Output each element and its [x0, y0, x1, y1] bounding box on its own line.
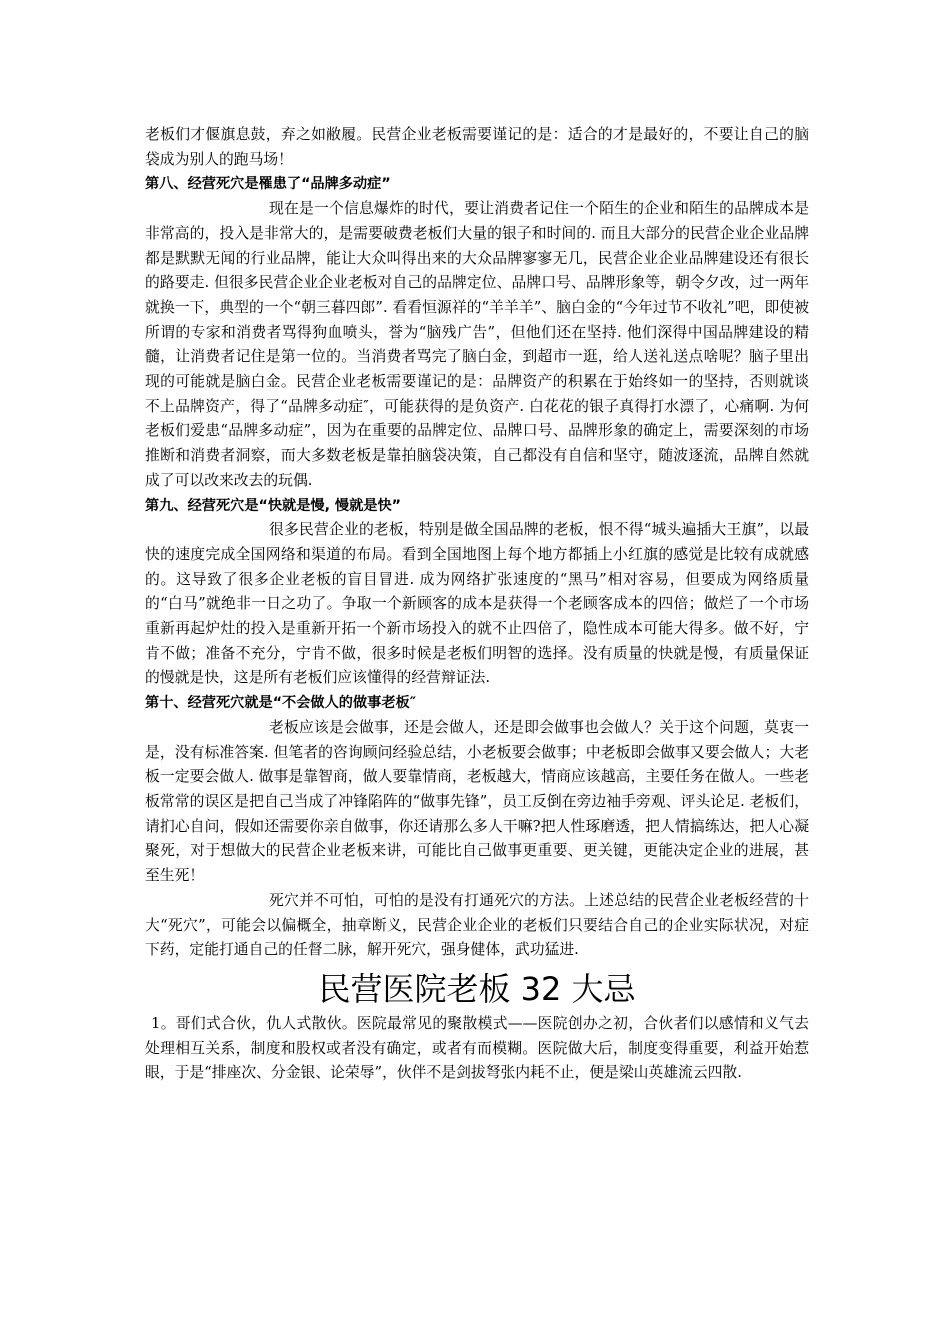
section-9-body: 很多民营企业的老板，特别是做全国品牌的老板，恨不得“城头遍插大王旗”，以最快的速度完成全国网络和渠道的布局。看到全国地图上每个地方都插上小红旗的感觉是比较有成就感的。这导致了很多企业老板的盲目冒进. 成为网络扩张速度的“黑马”相对容易，但要成为网络质量的“白马”就绝非一日之功了。争取一个新顾客的成本是获得一个老顾客成本的四倍；做烂了一个市场重新再起炉灶的投入是重新开拓一个新市场投入的就不止四倍了，隐性成本可能大得多。做不好，宁肯不做；准备不充分，宁肯不做，很多时候是老板们明智的选择。没有质量的快就是慢，有质量保证的慢就是快，这是所有老板们应该懂得的经营辩证法. — [145, 521, 809, 687]
section-9-heading: 第九、经营死穴是“快就是慢, 慢就是快” — [145, 497, 401, 514]
section-8-heading: 第八、经营死穴是罹患了“品牌多动症” — [145, 176, 391, 193]
section-10-body: 老板应该是会做事，还是会做人，还是即会做事也会做人？关于这个问题，莫衷一是，没有标准答案. 但笔者的咨询顾问经验总结，小老板要会做事；中老板即会做事又要会做人；大老板一定要会做人. 做事是靠智商，做人要靠情商，老板越大，情商应该越高，主要任务在做人。一些老板常常的误区是把自己当成了冲锋陷阵的“做事先锋”，员工反倒在旁边袖手旁观、评头论足. 老板们，请扪心自问，假如还需要你亲自做事，你还请那么多人干嘛?把人性琢磨透，把人情搞练达，把人心凝聚死，对于想做大的民营企业老板来讲，可能比自己做事更重要、更关键，更能决定企业的进展，甚至生死！ — [145, 718, 809, 885]
section-8-body: 现在是一个信息爆炸的时代，要让消费者记住一个陌生的企业和陌生的品牌成本是非常高的，投入是非常大的，是需要破费老板们大量的银子和时间的. 而且大部分的民营企业企业品牌都是默默无闻的行业品牌，能让大众叫得出来的大众品牌寥寥无几，民营企业企业品牌建设还有很长的路要走. 但很多民营企业企业老板对自己的品牌定位、品牌口号、品牌形象等，朝令夕改，过一两年就换一下，典型的一个“朝三暮四郎”. 看看恒源祥的“羊羊羊”、脑白金的“今年过节不收礼”吧，即使被所谓的专家和消费者骂得狗血喷头，誉为“脑残广告”，但他们还在坚持. 他们深得中国品牌建设的精髓，让消费者记住是第一位的。当消费者骂完了脑白金，到超市一逛，给人送礼送点啥呢？脑子里出现的可能就是脑白金。民营企业老板需要谨记的是：品牌资产的积累在于始终如一的坚持，否则就谈不上品牌资产，得了“品牌多动症″，可能获得的是负资产. 白花花的银子真得打水漂了，心痛啊. 为何老板们爱患“品牌多动症”，因为在重要的品牌定位、品牌口号、品牌形象的确定上，需要深刻的市场推断和消费者洞察，而大多数老板是靠拍脑袋决策，自己都没有自信和坚守，随波逐流，品牌自然就成了可以改来改去的玩偶. — [145, 200, 809, 489]
intro-tail-paragraph: 老板们才偃旗息鼓，弃之如敝履。民营企业老板需要谨记的是：适合的才是最好的，不要让自己的脑袋成为别人的跑马场！ — [145, 126, 809, 168]
section-10-heading: 第十、经营死穴就是“不会做人的做事老板″ — [145, 695, 417, 712]
list-item: 1。哥们式合伙，仇人式散伙。医院最常见的聚散模式——医院创办之初，合伙者们以感情和义气去处理相互关系，制度和股权或者没有确定，或者有而模糊。医院做大后，制度变得重要，利益开始惹眼，于是“排座次、分金银、论荣辱”，伙伴不是剑拔弩张内耗不止，便是梁山英雄流云四散. — [145, 1014, 809, 1082]
document-page — [145, 123, 809, 1086]
document-title: 民营医院老板 32 大忌 — [318, 969, 636, 1008]
conclusion-paragraph: 死穴并不可怕，可怕的是没有打通死穴的方法。上述总结的民营企业老板经营的十大“死穴”，可能会以偏概全，抽章断义，民营企业企业的老板们只要结合自己的企业实际状况，对症下药，定能打通自己的任督二脉，解开死穴，强身健体，武功猛进. — [145, 891, 809, 959]
